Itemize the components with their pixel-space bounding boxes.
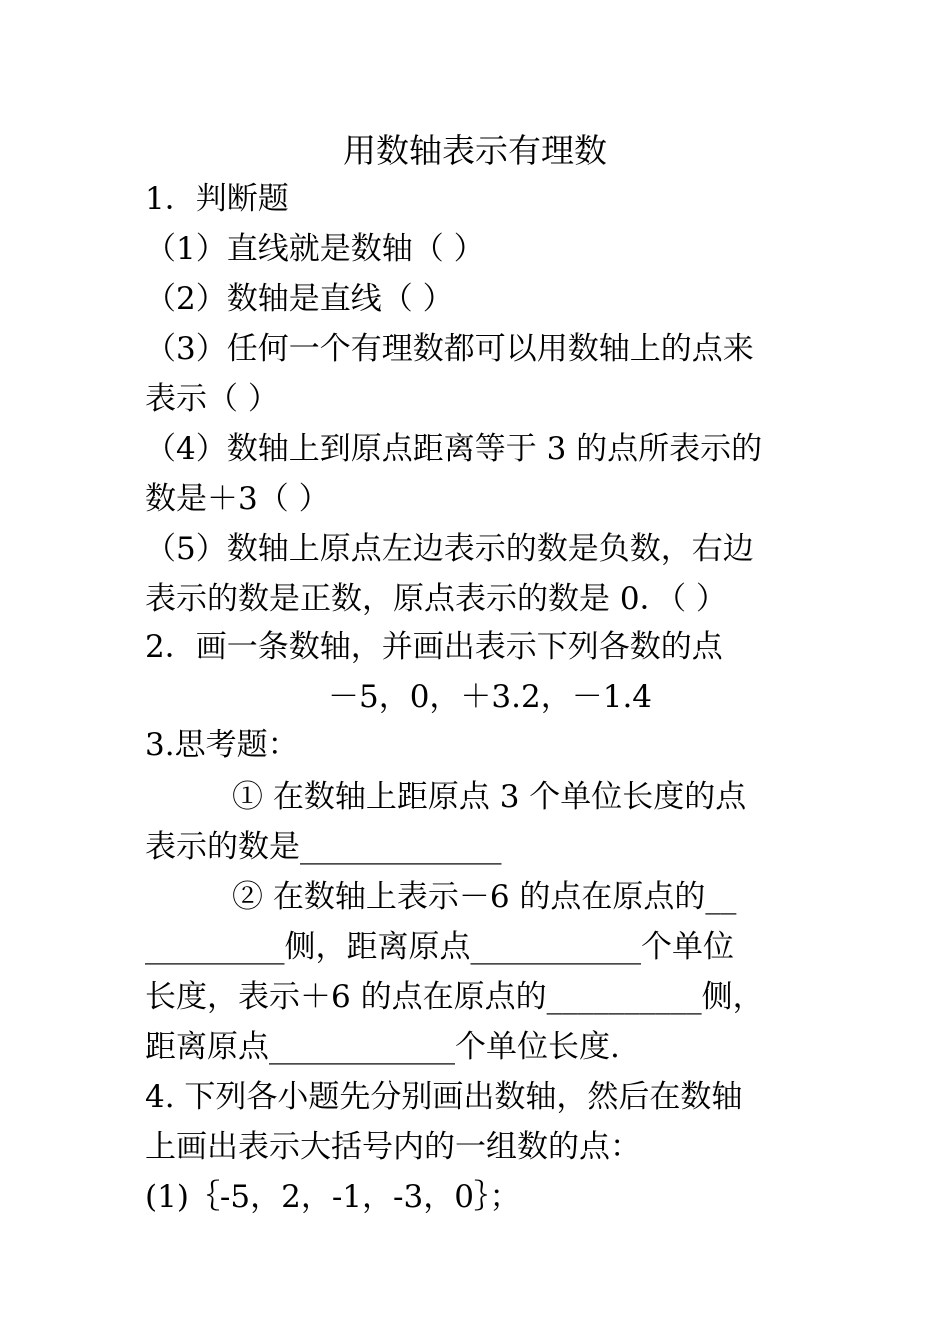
question-3-heading: 3.思考题：	[145, 727, 299, 763]
question-2-numbers: －5，0，＋3.2，－1.4	[327, 679, 653, 715]
question-2-heading: 2．画一条数轴，并画出表示下列各数的点	[145, 629, 723, 665]
question-4-heading: 4. 下列各小题先分别画出数轴，然后在数轴	[145, 1079, 743, 1115]
question-4-heading-cont: 上画出表示大括号内的一组数的点：	[145, 1129, 641, 1165]
question-1-heading: 1．判断题	[145, 181, 289, 217]
question-1-item-3-cont: 表示（ ）	[145, 381, 279, 417]
question-3-item-2-cont-3: 距离原点____________个单位长度.	[145, 1029, 620, 1065]
question-4-item-1: (1)｛-5，2，-1，-3，0｝；	[145, 1179, 521, 1215]
question-1-item-3: （3）任何一个有理数都可以用数轴上的点来	[145, 331, 754, 367]
question-1-item-5: （5）数轴上原点左边表示的数是负数，右边	[145, 531, 754, 567]
question-1-item-4: （4）数轴上到原点距离等于 3 的点所表示的	[145, 431, 763, 467]
question-3-item-1-cont: 表示的数是_____________	[145, 829, 502, 865]
question-3-item-2-cont-1: _________侧，距离原点___________个单位	[145, 929, 734, 965]
question-3-item-2-cont-2: 长度，表示＋6 的点在原点的__________侧，	[145, 979, 764, 1015]
question-1-item-4-cont: 数是＋3（ ）	[145, 481, 330, 517]
question-3-item-2: ② 在数轴上表示－6 的点在原点的__	[232, 879, 737, 915]
question-1-item-5-cont: 表示的数是正数，原点表示的数是 0．（ ）	[145, 581, 727, 617]
question-1-item-1: （1）直线就是数轴（ ）	[145, 231, 485, 267]
page-title: 用数轴表示有理数	[343, 131, 607, 170]
question-3-item-1: ① 在数轴上距原点 3 个单位长度的点	[232, 779, 747, 815]
question-1-item-2: （2）数轴是直线（ ）	[145, 281, 454, 317]
